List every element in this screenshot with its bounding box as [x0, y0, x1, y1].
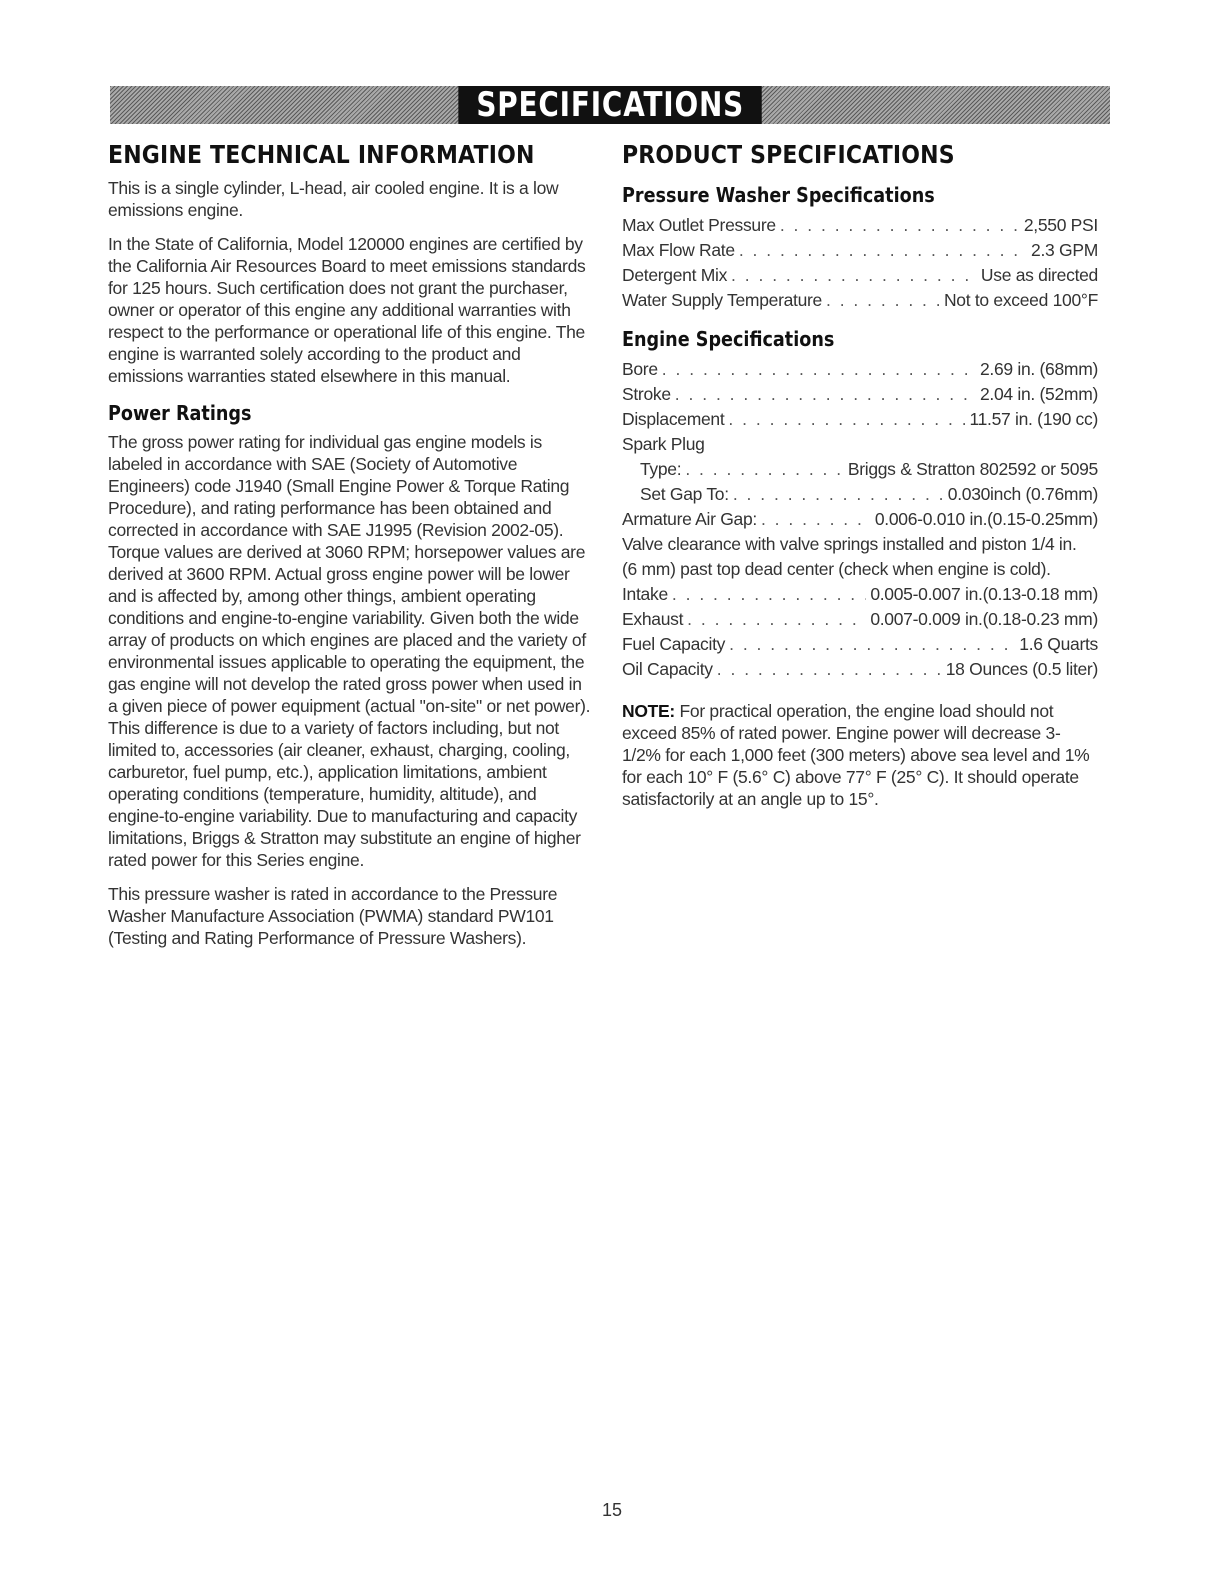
spec-row-bore — [622, 357, 1098, 382]
spec-value: Not to exceed 100°F — [943, 290, 1098, 310]
product-specifications-column — [622, 140, 1098, 822]
spec-row — [622, 288, 1098, 313]
leader-dots — [717, 657, 942, 682]
spec-label: Displacement — [622, 409, 725, 429]
spec-label: Fuel Capacity — [622, 634, 726, 654]
spec-value: 0.007-0.009 in.(0.18-0.23 mm) — [870, 609, 1098, 629]
engine-technical-column — [108, 140, 594, 961]
spec-row-stroke — [622, 382, 1098, 407]
spec-label: Max Flow Rate — [622, 240, 735, 260]
engine-intro-paragraph: This is a single cylinder, L-head, air cooled engine. It is a low emissions engine. — [108, 178, 559, 220]
leader-dots — [672, 582, 866, 607]
operation-note — [622, 700, 1098, 810]
spec-value: 2,550 PSI — [1023, 215, 1098, 235]
power-ratings-paragraph: The gross power rating for individual gas engine models is labeled in accordance with SAE (Society of Automotive Engineers) code J1940 (Small Engine Power & Torque Rating Procedure), and rating performance has been obtained and corrected in accordance with SAE J1995 (Revision 2002-05). Torque values are derived at 3060 RPM; horsepower values are derived at 3600 RPM. Actual gross engine power will be lower and is affected by, among other things, ambient operating conditions and engine-to-engine variability. Given both the wide array of products on which engines are placed and the variety of environmental issues applicable to operating the equipment, the gas engine will not develop the rated gross power when used in a given piece of power equipment (actual "on-site" or net power). This difference is due to a variety of factors including, but not limited to, accessories (air cleaner, exhaust, charging, cooling, carburetor, fuel pump, etc.), application limitations, ambient operating conditions (temperature, humidity, altitude), and engine-to-engine variability. Due to manufacturing and capacity limitations, Briggs & Stratton may substitute an engine of higher rated power for this Series engine. — [108, 432, 591, 870]
spec-row-intake — [622, 582, 1098, 607]
spec-label: Water Supply Temperature — [622, 290, 822, 310]
engine-specs-heading: Engine Specifications — [622, 327, 835, 351]
spec-label: Oil Capacity — [622, 659, 713, 679]
spec-label: Set Gap To: — [640, 484, 729, 504]
pressure-washer-spec-list — [622, 213, 1098, 313]
spec-value: 1.6 Quarts — [1019, 634, 1098, 654]
california-paragraph: In the State of California, Model 120000 engines are certified by the California Air Resources Board to meet emissions standards for 125 hours. Such certification does not grant the purchaser, owner or operator of this engine any additional warranties with respect to the performance or operational life of this engine. The engine is warranted solely according to the product and emissions warranties stated elsewhere in this manual. — [108, 234, 586, 386]
spec-value: 0.006-0.010 in.(0.15-0.25mm) — [874, 509, 1098, 529]
note-label: NOTE: — [622, 701, 675, 721]
spec-row-fuel-capacity — [622, 632, 1098, 657]
spec-label: Intake — [622, 584, 668, 604]
pressure-washer-specs-heading: Pressure Washer Specifications — [622, 183, 935, 207]
spec-label: Type: — [640, 459, 682, 479]
leader-dots — [731, 263, 977, 288]
engine-technical-heading: ENGINE TECHNICAL INFORMATION — [108, 140, 535, 169]
spec-value: 11.57 in. (190 cc) — [969, 409, 1098, 429]
spec-label: Bore — [622, 359, 658, 379]
leader-dots — [761, 507, 871, 532]
spec-value: Use as directed — [980, 265, 1098, 285]
specifications-banner — [110, 86, 1110, 124]
spec-label: Stroke — [622, 384, 671, 404]
leader-dots — [733, 482, 944, 507]
valve-clearance-line-2: (6 mm) past top dead center (check when engine is cold). — [622, 559, 1051, 579]
banner-title: SPECIFICATIONS — [458, 86, 762, 124]
spec-row-plug-type — [622, 457, 1098, 482]
note-text: For practical operation, the engine load should not exceed 85% of rated power. Engine power will decrease 3-1/2% for each 1,000 feet (300 meters) above sea level and 1% for each 10° F (5.6° C) above 77° F (25° C). It should operate satisfactorily at an angle up to 15°. — [622, 701, 1090, 809]
leader-dots — [826, 288, 940, 313]
leader-dots — [675, 382, 976, 407]
spec-row — [622, 263, 1098, 288]
spec-value: 2.69 in. (68mm) — [979, 359, 1098, 379]
spec-row-oil-capacity — [622, 657, 1098, 682]
spec-label: Exhaust — [622, 609, 684, 629]
leader-dots — [728, 407, 965, 432]
power-ratings-heading: Power Ratings — [108, 401, 252, 425]
spec-row — [622, 238, 1098, 263]
spec-value: 2.04 in. (52mm) — [979, 384, 1098, 404]
spec-value: 0.030inch (0.76mm) — [947, 484, 1098, 504]
spark-plug-label: Spark Plug — [622, 434, 705, 454]
leader-dots — [729, 632, 1015, 657]
leader-dots — [662, 357, 976, 382]
spec-label: Max Outlet Pressure — [622, 215, 776, 235]
spec-row-plug-gap — [622, 482, 1098, 507]
spec-label: Detergent Mix — [622, 265, 728, 285]
spec-value: Briggs & Stratton 802592 or 5095 — [847, 459, 1098, 479]
product-specifications-heading: PRODUCT SPECIFICATIONS — [622, 140, 955, 169]
page-number: 15 — [601, 1500, 623, 1520]
spec-value: 0.005-0.007 in.(0.13-0.18 mm) — [870, 584, 1098, 604]
leader-dots — [687, 607, 866, 632]
valve-clearance-line-1: Valve clearance with valve springs installed and piston 1/4 in. — [622, 534, 1077, 554]
spec-row-armature — [622, 507, 1098, 532]
engine-spec-list — [622, 357, 1098, 682]
spec-row-displacement — [622, 407, 1098, 432]
leader-dots — [780, 213, 1020, 238]
spec-value: 2.3 GPM — [1031, 240, 1098, 260]
spec-value: 18 Ounces (0.5 liter) — [945, 659, 1098, 679]
spec-row-exhaust — [622, 607, 1098, 632]
leader-dots — [739, 238, 1027, 263]
pwma-paragraph: This pressure washer is rated in accordance to the Pressure Washer Manufacture Association (PWMA) standard PW101 (Testing and Rating Performance of Pressure Washers). — [108, 884, 558, 948]
leader-dots — [685, 457, 844, 482]
spec-row — [622, 213, 1098, 238]
spec-label: Armature Air Gap: — [622, 509, 757, 529]
